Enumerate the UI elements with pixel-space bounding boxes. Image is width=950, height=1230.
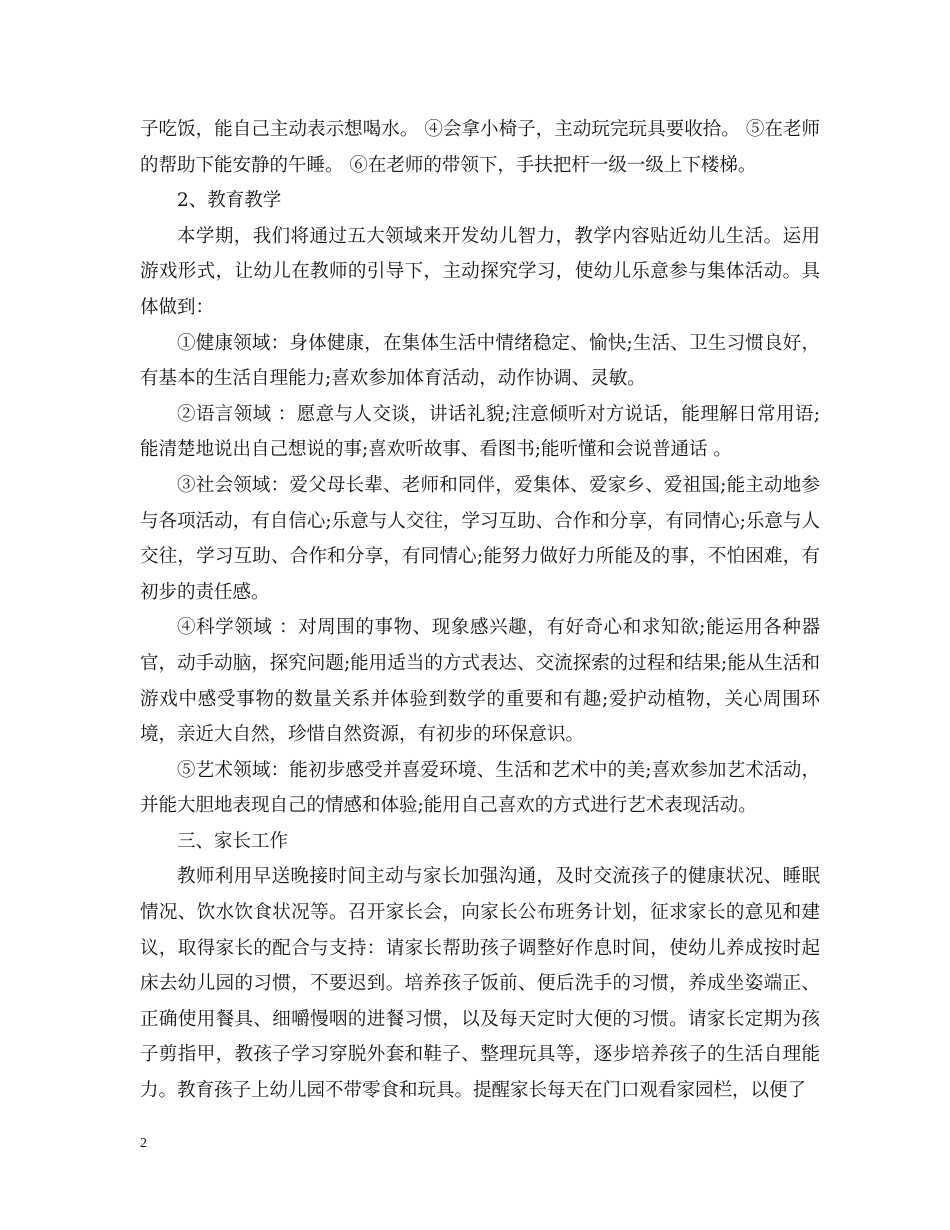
paragraph-art-domain: ⑤艺术领域：能初步感受并喜爱环境、生活和艺术中的美;喜欢参加艺术活动，并能大胆地表现自己的情感和体验;能用自己喜欢的方式进行艺术表现活动。 [140,759,820,817]
paragraph-parents-work: 教师利用早送晚接时间主动与家长加强沟通，及时交流孩子的健康状况、睡眠情况、饮水饮食状况等。召开家长会，向家长公布班务计划，征求家长的意见和建议，取得家长的配合与支持：请家长帮助孩子调整好作息时间，使幼儿养成按时起床去幼儿园的习惯，不要迟到。培养孩子饭前、便后洗手的习惯，养成坐姿端正、正确使用餐具、细嚼慢咽的进餐习惯，以及每天定时大便的习惯。请家长定期为孩子剪指甲，教孩子学习穿脱外套和鞋子、整理玩具等，逐步培养孩子的生活自理能力。教育孩子上幼儿园不带零食和玩具。提醒家长每天在门口观看家园栏，以便了 [140,866,820,1102]
page-number: 2 [140,1136,147,1151]
paragraph-health-domain: ①健康领域：身体健康，在集体生活中情绪稳定、愉快;生活、卫生习惯良好，有基本的生活自理能力;喜欢参加体育活动，动作协调、灵敏。 [140,332,820,390]
paragraph-science-domain: ④科学领域 ：对周围的事物、现象感兴趣，有好奇心和求知欲;能运用各种器官，动手动脑，探究问题;能用适当的方式表达、交流探索的过程和结果;能从生活和游戏中感受事物的数量关系并体验到数学的重要和有趣;爱护动植物，关心周围环境，亲近大自然，珍惜自然资源，有初步的环保意识。 [140,617,820,746]
paragraph-social-domain: ③社会领域：爱父母长辈、老师和同伴，爱集体、爱家乡、爱祖国;能主动地参与各项活动，有自信心;乐意与人交往，学习互助、合作和分享，有同情心;乐意与人交往，学习互助、合作和分享，有同情心;能努力做好力所能及的事，不怕困难，有初步的责任感。 [140,474,820,603]
paragraph-teaching-intro: 本学期，我们将通过五大领域来开发幼儿智力，教学内容贴近幼儿生活。运用游戏形式，让幼儿在教师的引导下，主动探究学习，使幼儿乐意参与集体活动。具体做到： [140,225,820,318]
section-heading-parents: 三、家长工作 [177,830,289,852]
paragraph-language-domain: ②语言领域 ：愿意与人交谈，讲话礼貌;注意倾听对方说话，能理解日常用语; 能清楚地说出自己想说的事;喜欢听故事、看图书;能听懂和会说普通话 。 [140,403,820,461]
document-body [140,112,820,1109]
paragraph-1: 子吃饭，能自己主动表示想喝水。 ④会拿小椅子，主动玩完玩具要收拾。 ⑤在老师的帮助下能安静的午睡。 ⑥在老师的带领下，手扶把杆一级一级上下楼梯。 [140,119,820,176]
section-heading-teaching: 2、教育教学 [177,190,282,212]
